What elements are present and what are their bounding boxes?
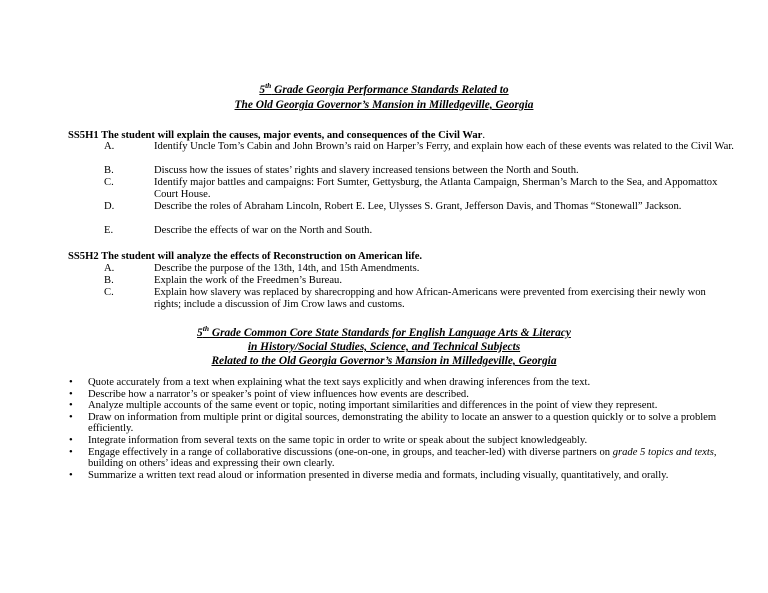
ccss-title-line2: in History/Social Studies, Science, and Technical Subjects <box>247 341 521 353</box>
list-item: • Analyze multiple accounts of the same event or topic, noting important similarities and differences in the point of view they represent. <box>69 400 658 412</box>
ccss-title-line3: Related to the Old Georgia Governor’s Mansion in Milledgeville, Georgia <box>211 355 557 367</box>
list-item: • Engage effectively in a range of collaborative discussions (one-on-one, in groups, and teacher-led) with diverse partners on grade 5 topics and texts, building on others’ ideas and expressing their own clearly. <box>69 446 717 470</box>
ccss-bullet-list <box>69 377 729 481</box>
ss5h2-heading: SS5H2 The student will analyze the effects of Reconstruction on American life. <box>68 251 423 262</box>
list-item: • Quote accurately from a text when explaining what the text says explicitly and when drawing inferences from the text. <box>69 377 591 388</box>
gps-title-line1: 5th Grade Georgia Performance Standards Related to <box>259 81 509 96</box>
gps-title-line2: The Old Georgia Governor’s Mansion in Milledgeville, Georgia <box>234 99 534 111</box>
list-item: • Integrate information from several texts on the same topic in order to write or speak about the subject knowledgeably. <box>69 434 588 446</box>
ccss-title-line1: 5th Grade Common Core State Standards for English Language Arts & Literacy <box>197 324 571 339</box>
ss5h1-heading: SS5H1 The student will explain the causes, major events, and consequences of the Civil War. <box>68 130 486 141</box>
list-item: • Draw on information from multiple print or digital sources, demonstrating the ability to locate an answer to a question quickly or to solve a problem efficiently. <box>69 411 717 435</box>
list-item: • Describe how a narrator’s or speaker’s point of view influences how events are described. <box>69 388 469 400</box>
list-item: • Summarize a written text read aloud or information presented in diverse media and formats, including visually, quantitatively, and orally. <box>69 469 669 481</box>
